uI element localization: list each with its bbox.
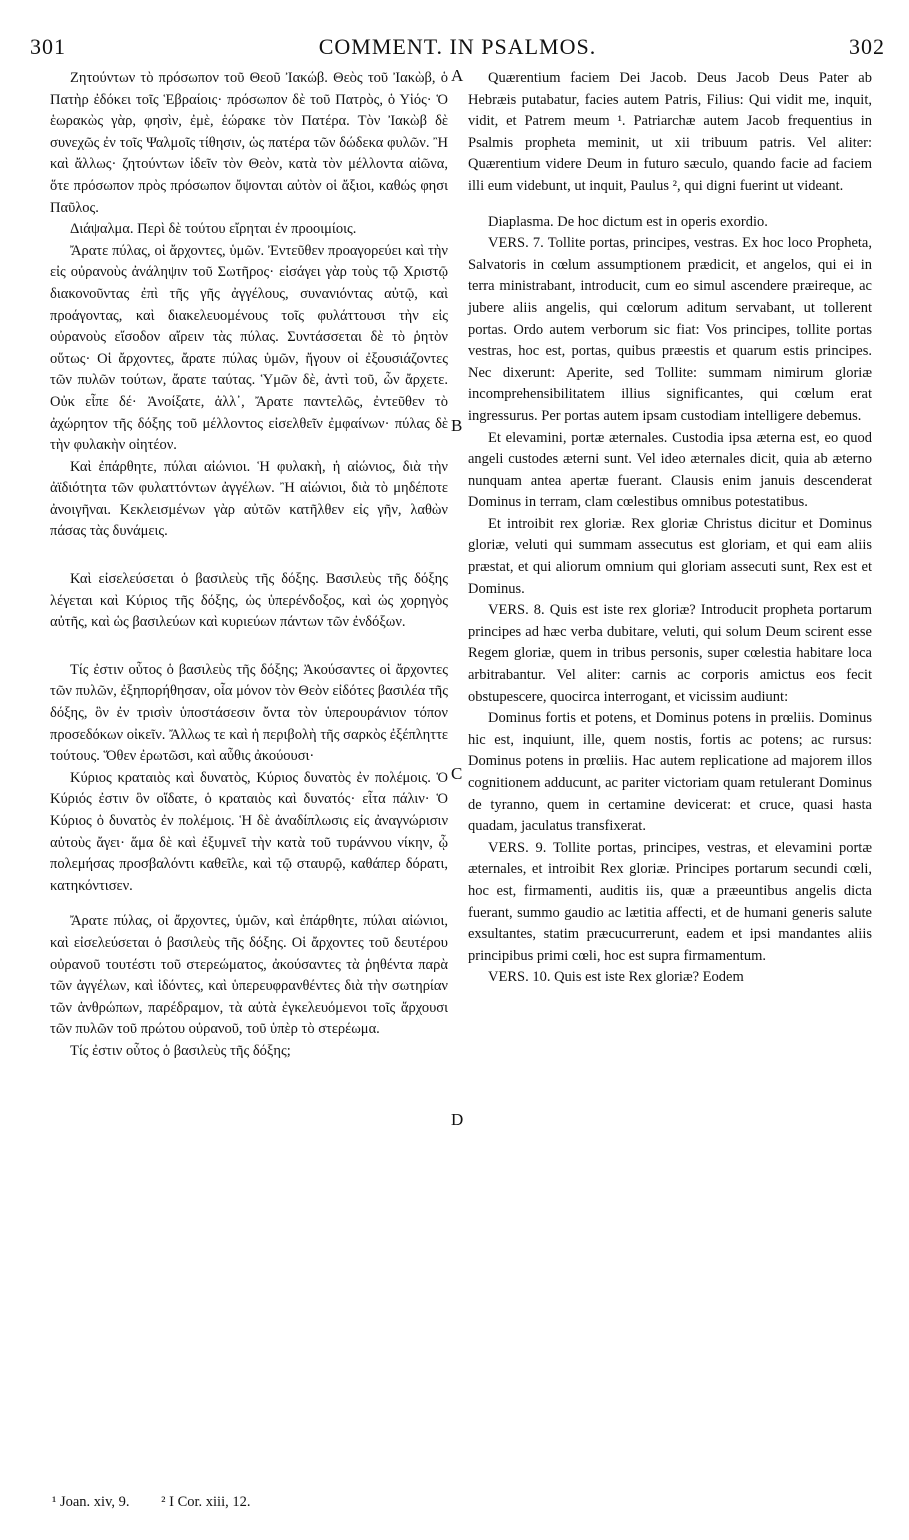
latin-paragraph: Et introibit rex gloriæ. Rex gloriæ Christus dicitur et Dominus gloriæ, veluti qui summam assecutus est gloriam, et qui eam aliis præstat, et qui aliorum omnium qui gloriam assecuti sunt, Rex est et Dominus. (468, 515, 872, 597)
latin-paragraph: Diaplasma. De hoc dictum est in operis exordio. (488, 213, 768, 230)
page-header (30, 34, 885, 66)
latin-column (468, 68, 872, 989)
greek-paragraph: Κύριος κραταιὸς καὶ δυνατὸς, Κύριος δυνατὸς ἐν πολέμοις. Ὁ Κύριός ἐστιν ὃν οἴδατε, ὁ κραταιὸς καὶ δυνατός· εἶτα πάλιν· Ὁ Κύριος ὁ δυνατὸς ἐν πολέμοις. Ἡ δὲ ἀναδίπλωσις εἰς ἀναγνώρισιν αὐτοὺς ἄγει· ἅμα δὲ καὶ ἐξυμνεῖ τὴν κατὰ τοῦ τυράννου νίκην, ᾧ πολεμήσας προσβαλόντι καθεῖλε, καὶ τῷ σταυρῷ, καθάπερ δόρατι, κατηκόντισεν. (50, 769, 448, 894)
left-page-number: 301 (30, 34, 66, 59)
latin-paragraph: Dominus fortis et potens, et Dominus potens in prœliis. Dominus hic est, inquiunt, ille, quem nostis, fortis ac potens; ac rursus: Dominus potens in prœliis. Hac autem replicatione ad majorem illos cognitionem adducunt, ac pariter victoriam quam retulerant Dominus de tyranno, quem in certamine devicerat: et cruce, quasi hasta quadam, jaculatus transfixerat. (468, 710, 872, 835)
greek-paragraph: Ἄρατε πύλας, οἱ ἄρχοντες, ὑμῶν. Ἐντεῦθεν προαγορεύει καὶ τὴν εἰς οὐρανοὺς ἀνάληψιν τοῦ Σωτῆρος· εἰσάγει γὰρ τοὺς τῷ Χριστῷ διακονοῦντας ἐπὶ τῆς γῆς ἀγγέλους, συνανιόντας αὐτῷ, καὶ προάγοντας, καὶ διακελευομένους τοῖς φυλάττουσι τὴν εἰς οὐρανοὺς εἴσοδον αἴρειν τὰς πύλας. Συντάσσεται δὲ τὸ ῥητὸν οὕτως· Οἱ ἄρχοντες, ἄρατε πύλας ὑμῶν, ἤγουν οἱ ἐξουσιάζοντες τῶν πυλῶν τούτων, ἄρατε ταύτας. Ὑμῶν δὲ, ἀντὶ τοῦ, ὧν ἄρχετε. Οὐκ εἶπε δέ· Ἀνοίξατε, ἀλλ᾽, Ἄρατε παντελῶς, ἐντεῦθεν τὸ ἀχώρητον τῆς δόξης τοῦ μέλλοντος εἰσελθεῖν ἐμφαίνων· πύλας δὲ τὴν φυλακὴν οἰητέον. (50, 242, 448, 454)
section-marker-b: B (451, 416, 463, 435)
greek-paragraph: Ζητούντων τὸ πρόσωπον τοῦ Θεοῦ Ἰακώβ. Θεὸς τοῦ Ἰακὼβ, ὁ Πατὴρ ἐδόκει τοῖς Ἑβραίοις· πρόσωπον δὲ τοῦ Πατρὸς, ὁ Υἱός· Ὁ ἑωρακὼς γὰρ, φησὶν, ἐμὲ, ἑώρακε τὸν Πατέρα. Τὸν Ἰακὼβ δὲ συνεχῶς ἐν τοῖς Ψαλμοῖς τίθησιν, ὡς πατέρα τῶν δώδεκα φυλῶν. Ἢ καὶ ἄλλως· ζητούντων ἰδεῖν τὸν Θεὸν, κατὰ τὸν μέλλοντα αἰῶνα, ὅτε πρόσωπον πρὸς πρόσωπον ὄψονται αὐτὸν οἱ ἄξιοι, καθώς φησι Παῦλος. (50, 70, 448, 216)
right-page-number: 302 (849, 34, 885, 59)
greek-paragraph: Καὶ εἰσελεύσεται ὁ βασιλεὺς τῆς δόξης. Βασιλεὺς τῆς δόξης λέγεται καὶ Κύριος τῆς δόξης, ὡς ὑπερένδοξος, καὶ ὡς χορηγὸς αὐτῆς, καὶ ὡς βασιλεύων καὶ κυριεύων πάντων τῶν ἐνδόξων. (50, 571, 448, 631)
footnote: ² I Cor. xiii, 12. (161, 1494, 251, 1510)
running-title: COMMENT. IN PSALMOS. (318, 34, 597, 59)
section-marker-c: C (451, 764, 463, 783)
latin-paragraph: Et elevamini, portæ æternales. Custodia ipsa æterna est, eo quod angeli custodes æterni sunt. Vel ideo æternales dicit, quia ab æterno nunquam antea apertæ fuerant. Clausis enim januis descenderat Dominus in terram, clam cœlestibus omnibus potestatibus. (468, 429, 872, 511)
greek-paragraph: Καὶ ἐπάρθητε, πύλαι αἰώνιοι. Ἡ φυλακὴ, ἡ αἰώνιος, διὰ τὴν ἀϊδιότητα τῶν φυλαττόντων ἀγγέλων. Ἢ αἰώνιοι, διὰ τὸ μηδέποτε ἀνοιγῆναι. Κεκλεισμένων γὰρ αὐτῶν κατῆλθεν εἰς γῆν, λαθὼν πάσας τὰς δυνάμεις. (50, 458, 448, 540)
latin-paragraph: Quærentium faciem Dei Jacob. Deus Jacob Deus Pater ab Hebræis putabatur, facies autem Patris, Filius: Qui vidit me, inquit, vidit, et Patrem meum ¹. Patriarchæ autem Jacob frequentius in Psalmis propheta meminit, ut xii tribuum patris. Vel aliter: Quærentium videre Deum in futuro sæculo, quando facie ad faciem illi eum videbunt, ut inquit, Paulus ², qui digni fuerint ut videant. (468, 70, 872, 194)
greek-paragraph: Ἄρατε πύλας, οἱ ἄρχοντες, ὑμῶν, καὶ ἐπάρθητε, πύλαι αἰώνιοι, καὶ εἰσελεύσεται ὁ βασιλεὺς τῆς δόξης. Οἱ ἄρχοντες τοῦ δευτέρου οὐρανοῦ τουτέστι τοῦ στερεώματος, ἀκούσαντες τὰ ῥηθέντα παρὰ τῶν ἀγγέλων, καὶ ἰδόντες, καὶ ὑπερευφρανθέντες διὰ τὴν σωτηρίαν τῶν ἀνθρώπων, παρέδραμον, τὰ αὐτὰ ἐγκελευόμενοι τοῖς ἄρχουσι τῶν πυλῶν τοῦ πρώτου οὐρανοῦ, τοῦ ὑπὲρ τὸ στερέωμα. (50, 913, 448, 1038)
greek-column (50, 68, 448, 1063)
section-marker-a: A (451, 66, 464, 85)
latin-paragraph: VERS. 7. Tollite portas, principes, vestras. Ex hoc loco Propheta, Salvatoris in cœlum assumptionem prædicit, et angelos, qui ei in terra ministrabant, introducit, cum eo simul ascendere præireque, ac jubere aliis angelis, qui cœlorum aditum servabant, ut tollerent portas. Ordo autem verborum sic fiat: Vos principes, tollite portas vestras, hoc est, portas, quibus præestis et quarum estis principes. Nec dixerunt: Aperite, sed Tollite: summam nimirum gloriæ incomprehensibilitatem illius significantes, qui cœlum erat ingressurus. Per portas autem ipsam custodiam intelligere debemus. (468, 235, 872, 424)
footnotes (52, 1494, 278, 1511)
section-marker-d: D (451, 1110, 464, 1129)
footnote: ¹ Joan. xiv, 9. (52, 1494, 130, 1510)
greek-paragraph: Τίς ἐστιν οὗτος ὁ βασιλεὺς τῆς δόξης; Ἀκούσαντες οἱ ἄρχοντες τῶν πυλῶν, ἐξηπορήθησαν, οἷα μόνον τὸν Θεὸν εἰδότες βασιλέα τῆς δόξης, ὃν ἐν τρισὶν ὑποστάσεσιν ὄντα τὸν ὑπερουράνιον τόπον προσεδόκων οἰκεῖν. Ἄλλως τε καὶ ἡ περιβολὴ τῆς σαρκὸς ἐξέπληττε τούτους. Ὅθεν ἐρωτῶσι, καὶ αὖθις ἀκούουσι· (50, 661, 448, 765)
greek-paragraph: Τίς ἐστιν οὗτος ὁ βασιλεὺς τῆς δόξης; (70, 1042, 291, 1059)
latin-paragraph: VERS. 8. Quis est iste rex gloriæ? Introducit propheta portarum principes ad hæc verba dubitare, veluti, qui solum Deum scirent esse Regem gloriæ, quem in tribus personis, super cœlestia habitare loca arbitrabantur. Vel aliter: carnis ac corporis amictus eos fecit obstupescere, quocirca interrogant, et vicissim audiunt: (468, 602, 872, 705)
latin-paragraph: VERS. 10. Quis est iste Rex gloriæ? Eodem (488, 969, 744, 986)
latin-paragraph: VERS. 9. Tollite portas, principes, vestras, et elevamini portæ æternales, et introibit Rex gloriæ. Principes portarum secundi cœli, hoc est, firmamenti, auditis iis, quæ a præeuntibus angelis dicta fuerant, summo gaudio ac lætitia affecti, et de humani generis salute exsultantes, statim præcucurrerunt, eadem et ipsi mandantes aliis principibus primi cœli, hoc est supra firmamentum. (468, 839, 872, 964)
greek-paragraph: Διάψαλμα. Περὶ δὲ τούτου εἴρηται ἐν προοιμίοις. (70, 221, 357, 238)
